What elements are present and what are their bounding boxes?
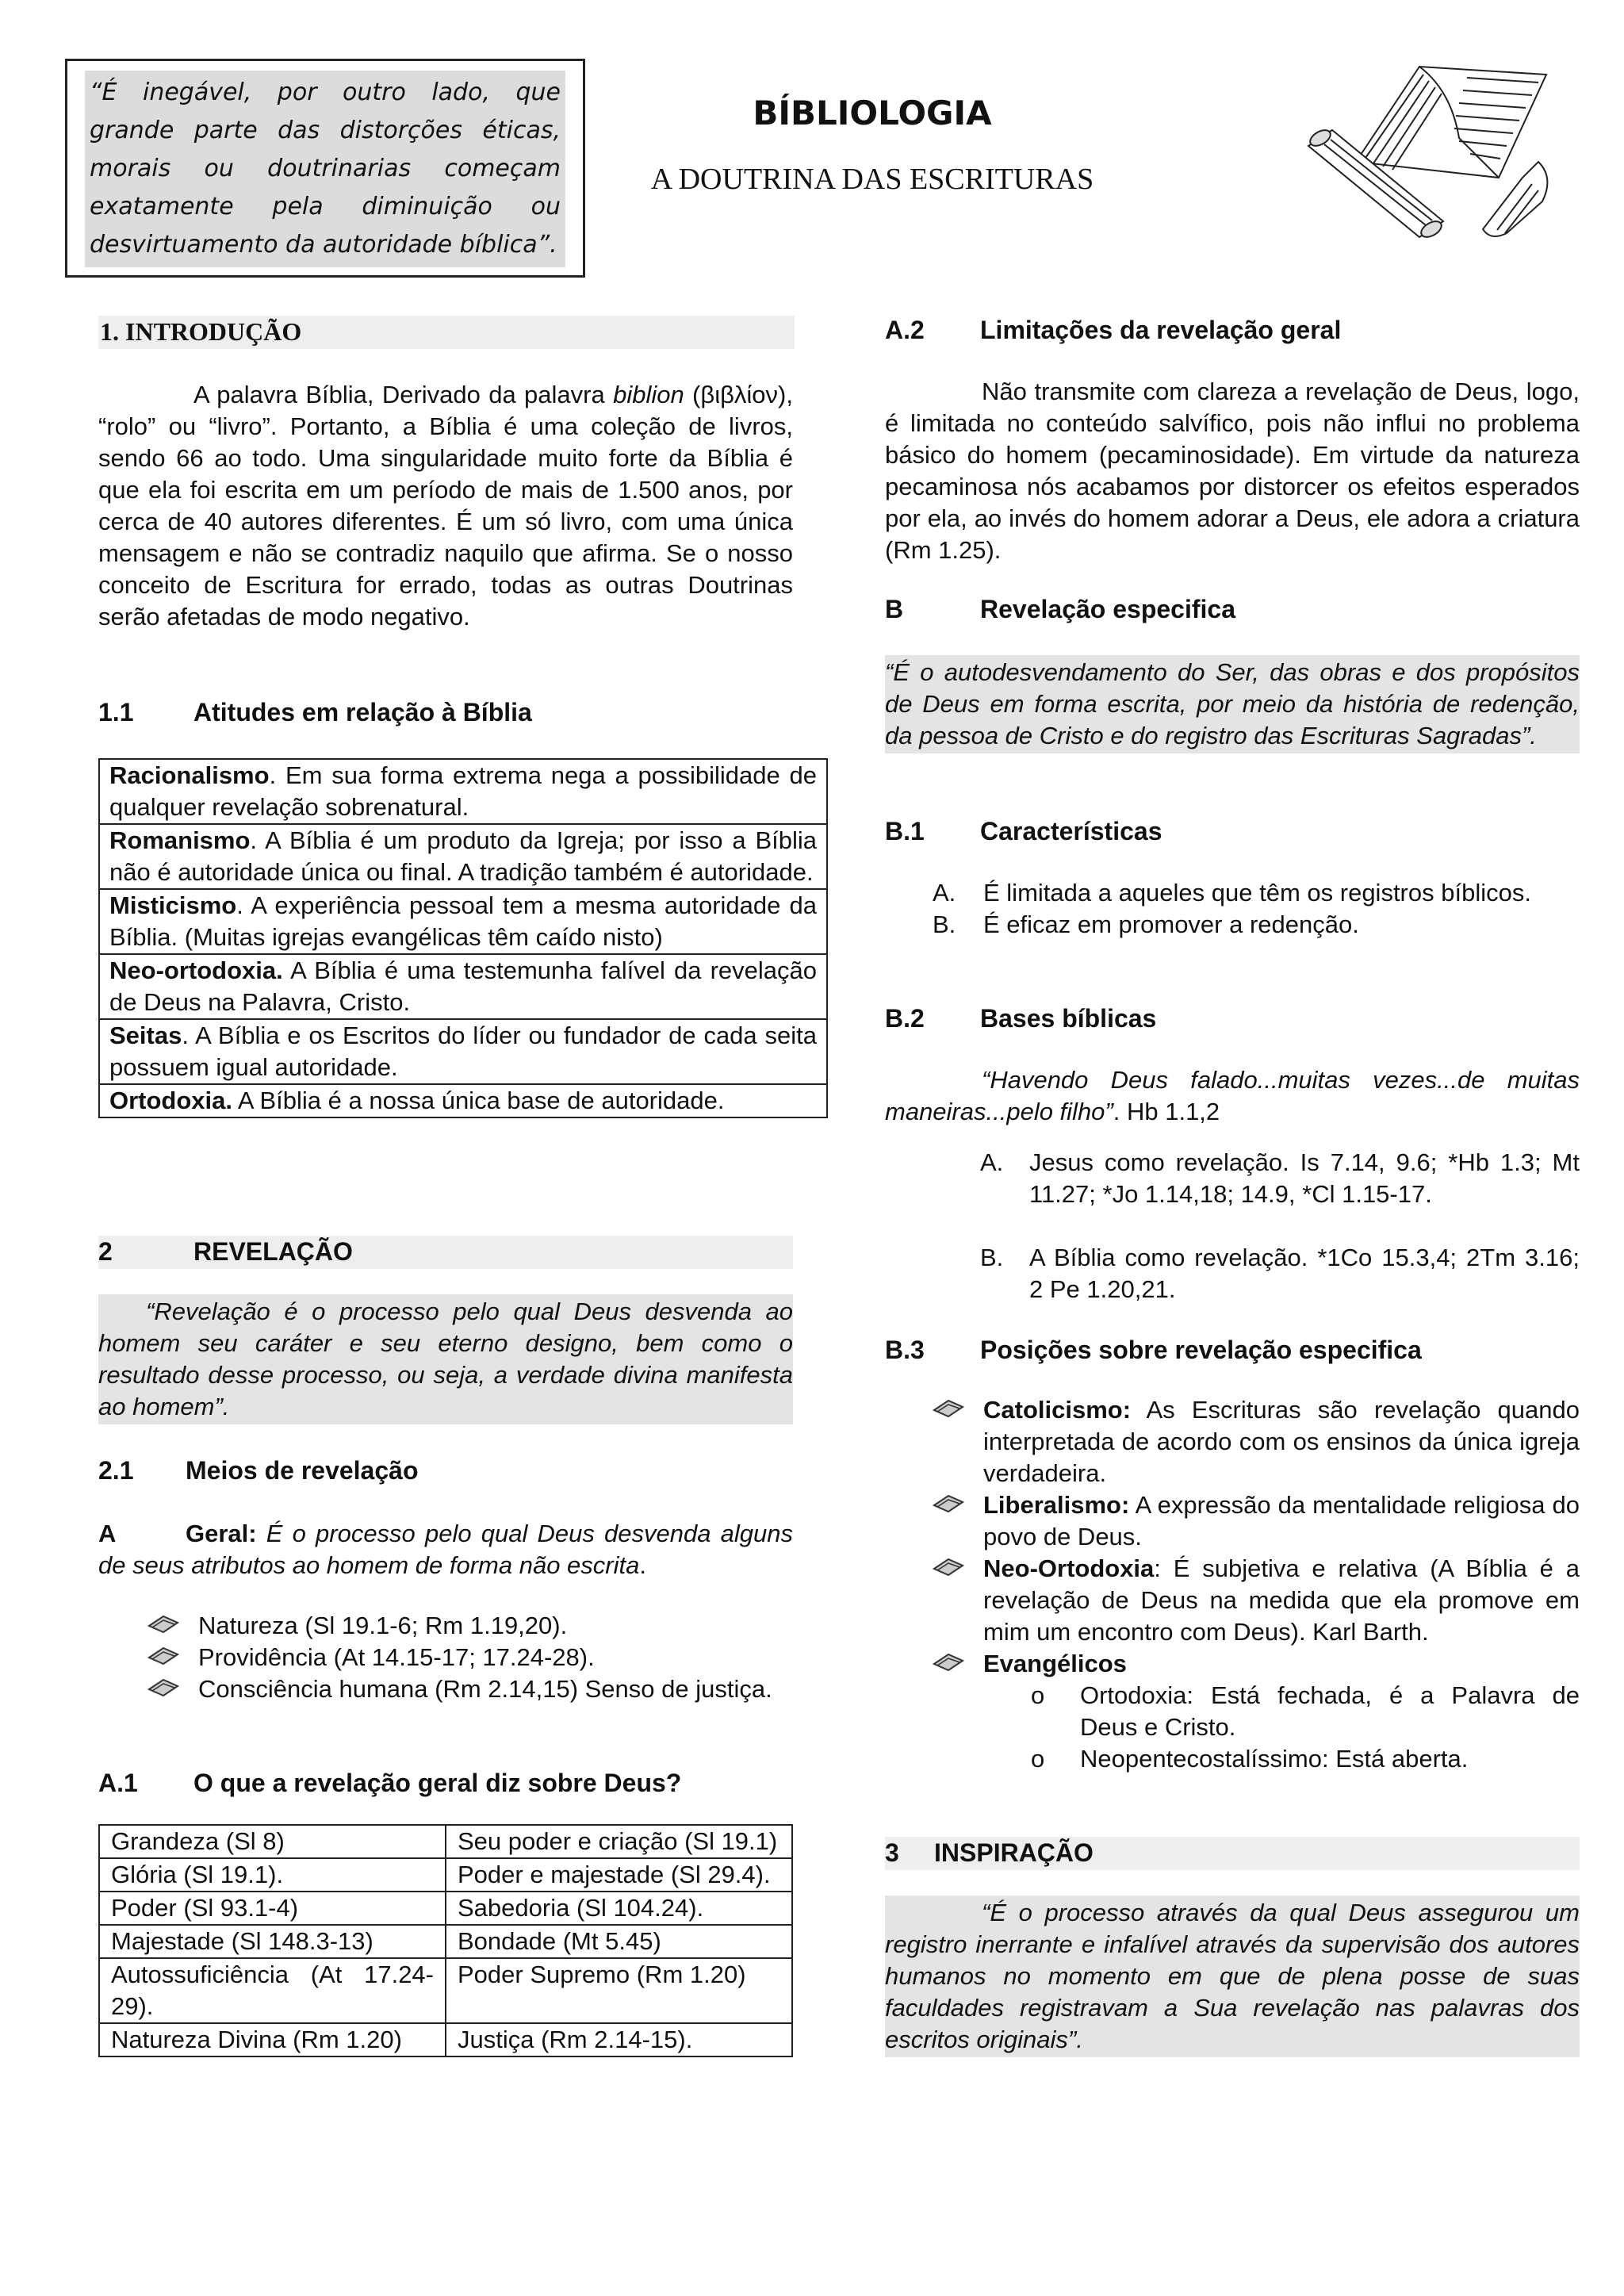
section-title: REVELAÇÃO — [193, 1237, 353, 1266]
list-item-text: É eficaz em promover a redenção. — [983, 910, 1359, 938]
position-text: : É subjetiva e relativa (A Bíblia é a revelação de Deus na medida que ela promove em mim um encontro com Deus). Karl Barth. — [983, 1554, 1580, 1646]
table-cell: Majestade (Sl 148.3-13) — [99, 1925, 446, 1958]
attitude-text: . A Bíblia é um produto da Igreja; por isso a Bíblia não é autoridade única ou final. A tradição também é autoridade. — [109, 826, 817, 886]
list-item-text: É limitada a aqueles que têm os registros bíblicos. — [983, 879, 1531, 907]
item-end: . — [639, 1551, 646, 1579]
intro-text-a: A palavra Bíblia, Derivado da palavra — [193, 381, 614, 408]
list-item — [933, 1489, 1580, 1553]
table-row — [99, 824, 827, 889]
list-item — [147, 1610, 793, 1642]
table-cell: Poder (Sl 93.1-4) — [99, 1892, 446, 1925]
attitude-term: Romanismo — [109, 826, 251, 854]
section-a2-heading — [885, 314, 1580, 346]
table-cell: Seu poder e criação (Sl 19.1) — [446, 1825, 792, 1858]
bases-list — [980, 1147, 1580, 1305]
section-number: B.2 — [885, 1004, 925, 1033]
list-item-text: A Bíblia como revelação. *1Co 15.3,4; 2Tm 3.16; 2 Pe 1.20,21. — [1029, 1244, 1580, 1303]
list-item-text: Ortodoxia: Está fechada, é a Palavra de Deus e Cristo. — [1080, 1681, 1580, 1741]
attitude-term: Racionalismo — [109, 761, 270, 789]
item-label: A — [98, 1520, 117, 1547]
list-item-label: B. — [980, 1244, 1004, 1271]
section-3-heading — [885, 1837, 1580, 1870]
position-term: Liberalismo: — [983, 1491, 1130, 1519]
attitude-term: Neo-ortodoxia. — [109, 956, 283, 984]
section-2-heading — [98, 1236, 793, 1269]
table-row — [99, 2023, 792, 2056]
list-item-text: Consciência humana (Rm 2.14,15) Senso de justiça. — [198, 1675, 772, 1703]
section-title: Bases bíblicas — [980, 1004, 1157, 1033]
list-item-text: Jesus como revelação. Is 7.14, 9.6; *Hb 1.3; Mt 11.27; *Jo 1.14,18; 14.9, *Cl 1.15-17. — [1029, 1148, 1580, 1208]
attitude-term: Ortodoxia. — [109, 1087, 233, 1114]
evangelicos-sublist — [933, 1680, 1580, 1775]
section-number: B — [885, 595, 904, 623]
a2-paragraph: Não transmite com clareza a revelação de Deus, logo, é limitada no conteúdo salvífico, pois não influi no problema básico do homem (pecaminosidade). Em virtude da natureza pecaminosa nós acabamos por distorcer os efeitos esperados por ela, ao invés do homem adorar a Deus, ele adora a criatura (Rm 1.25). — [885, 378, 1580, 564]
table-cell: Sabedoria (Sl 104.24). — [446, 1892, 792, 1925]
list-item — [1031, 1680, 1580, 1743]
attitude-text: . A experiência pessoal tem a mesma autoridade da Bíblia. (Muitas igrejas evangélicas têm caído nisto) — [109, 891, 817, 951]
section-number: 2.1 — [98, 1456, 134, 1485]
section-2-1-heading — [98, 1455, 793, 1486]
section-number: B.3 — [885, 1336, 925, 1364]
book-bullet-icon — [147, 1613, 179, 1635]
table-row — [99, 759, 827, 824]
section-title: Revelação especifica — [980, 595, 1235, 623]
attitude-text: . A Bíblia e os Escritos do líder ou fundador de cada seita possuem igual autoridade. — [109, 1022, 817, 1081]
position-text: A expressão da mentalidade religiosa do povo de Deus. — [983, 1491, 1580, 1550]
table-cell: Natureza Divina (Rm 1.20) — [99, 2023, 446, 2056]
intro-paragraph — [98, 379, 793, 633]
section-number: 2 — [98, 1237, 113, 1266]
table-cell: Poder e majestade (Sl 29.4). — [446, 1858, 792, 1892]
table-cell: Bondade (Mt 5.45) — [446, 1925, 792, 1958]
general-revelation-definition — [98, 1518, 793, 1581]
list-item — [933, 1394, 1580, 1489]
attitude-term: Seitas — [109, 1022, 182, 1049]
intro-text-c: (βιβλίον), “rolo” ou “livro”. Portanto, a Bíblia é uma coleção de livros, sendo 66 ao todo. Uma singularidade muito forte da Bíblia é que ela foi escrita em um período de mais de 1.500 anos, por cerca de 40 autores diferentes. É um só livro, com uma única mensagem e não se contradiz naquilo que afirma. Se o nosso conceito de Escritura for errado, todas as outras Doutrinas serão afetadas de modo negativo. — [98, 381, 793, 631]
list-item — [147, 1673, 793, 1705]
position-term: Catolicismo: — [983, 1396, 1132, 1424]
list-item — [980, 1147, 1580, 1210]
item-term: Geral: — [186, 1520, 257, 1547]
section-a1-heading — [98, 1767, 793, 1799]
bases-quote-ref: . Hb 1.1,2 — [1113, 1098, 1220, 1125]
list-item-label: A. — [933, 879, 956, 907]
section-title: Características — [980, 817, 1162, 845]
general-revelation-list — [147, 1610, 793, 1705]
section-number: B.1 — [885, 817, 925, 845]
characteristics-list — [933, 877, 1580, 941]
list-item — [933, 909, 1580, 941]
table-row — [99, 954, 827, 1019]
section-number: 3 — [885, 1838, 899, 1867]
attitude-term: Misticismo — [109, 891, 237, 919]
table-cell: Justiça (Rm 2.14-15). — [446, 2023, 792, 2056]
table-cell: Autossuficiência (At 17.24-29). — [99, 1958, 446, 2023]
list-item-label: A. — [980, 1148, 1004, 1176]
attitudes-table — [98, 758, 828, 1118]
section-number: A.1 — [98, 1769, 138, 1797]
list-item — [980, 1242, 1580, 1305]
section-b3-heading — [885, 1334, 1580, 1366]
position-term: Neo-Ortodoxia — [983, 1554, 1155, 1582]
positions-list — [933, 1394, 1580, 1775]
section-b1-heading — [885, 815, 1580, 847]
table-row — [99, 889, 827, 954]
position-term: Evangélicos — [983, 1650, 1127, 1677]
intro-heading: 1. INTRODUÇÃO — [98, 316, 795, 349]
section-title: Meios de revelação — [186, 1456, 419, 1485]
book-bullet-icon — [933, 1397, 964, 1420]
section-b2-heading — [885, 1002, 1580, 1034]
table-row — [99, 1858, 792, 1892]
table-cell: Poder Supremo (Rm 1.20) — [446, 1958, 792, 2023]
header-quote-box — [65, 59, 585, 278]
section-1-1-heading — [98, 696, 793, 728]
bases-quote — [885, 1064, 1580, 1128]
open-bible-scroll-icon — [1300, 43, 1562, 241]
list-item-text: Providência (At 14.15-17; 17.24-28). — [198, 1643, 595, 1671]
table-row — [99, 1958, 792, 2023]
table-cell: Grandeza (Sl 8) — [99, 1825, 446, 1858]
section-number: A.2 — [885, 316, 925, 344]
attitude-text: A Bíblia é uma testemunha falível da revelação de Deus na Palavra, Cristo. — [109, 956, 817, 1016]
table-row — [99, 1825, 792, 1858]
section-b-heading — [885, 593, 1580, 625]
list-item-text: Neopentecostalíssimo: Está aberta. — [1080, 1745, 1469, 1773]
header-quote: “É inegável, por outro lado, que grande parte das distorções éticas, morais ou doutrinarias começam exatamente pela diminuição ou desvirtuamento da autoridade bíblica”. — [85, 71, 565, 267]
attitude-text: . Em sua forma extrema nega a possibilidade de qualquer revelação sobrenatural. — [109, 761, 817, 821]
section-title: O que a revelação geral diz sobre Deus? — [193, 1769, 682, 1797]
sub-bullet-marker: o — [1031, 1681, 1045, 1709]
list-item — [933, 1553, 1580, 1648]
table-row — [99, 1925, 792, 1958]
page-title: BÍBLIOLOGIA — [753, 94, 992, 132]
specific-revelation-definition: “É o autodesvendamento do Ser, das obras e dos propósitos de Deus em forma escrita, por meio da história de redenção, da pessoa de Cristo e do registro das Escrituras Sagradas”. — [885, 655, 1580, 753]
bases-quote-text: “Havendo Deus falado...muitas vezes...de muitas maneiras...pelo filho” — [885, 1066, 1580, 1125]
page-subtitle: A DOUTRINA DAS ESCRITURAS — [650, 163, 1094, 196]
attitude-text: A Bíblia é a nossa única base de autoridade. — [232, 1087, 725, 1114]
table-row — [99, 1084, 827, 1117]
book-bullet-icon — [147, 1645, 179, 1667]
list-item-label: B. — [933, 910, 956, 938]
list-item — [1031, 1743, 1580, 1775]
god-attributes-table — [98, 1824, 793, 2057]
section-title: Atitudes em relação à Bíblia — [193, 698, 532, 726]
intro-text-biblion: biblion — [613, 381, 684, 408]
list-item — [147, 1642, 793, 1673]
item-text: É o processo pelo qual Deus desvenda alguns de seus atributos ao homem de forma não escrita — [98, 1520, 793, 1579]
book-bullet-icon — [147, 1677, 179, 1699]
table-row — [99, 1892, 792, 1925]
book-bullet-icon — [933, 1651, 964, 1673]
revelation-definition: “Revelação é o processo pelo qual Deus desvenda ao homem seu caráter e seu eterno designo, bem como o resultado desse processo, ou seja, a verdade divina manifesta ao homem”. — [98, 1294, 793, 1424]
book-bullet-icon — [933, 1556, 964, 1578]
table-row — [99, 1019, 827, 1084]
book-bullet-icon — [933, 1493, 964, 1515]
section-title: Limitações da revelação geral — [980, 316, 1342, 344]
position-text: As Escrituras são revelação quando interpretada de acordo com os ensinos da única igreja verdadeira. — [983, 1396, 1580, 1487]
inspiration-definition: “É o processo através da qual Deus assegurou um registro inerrante e infalível através da supervisão dos autores humanos no momento em que de plena posse de suas faculdades registravam a Sua revelação nas palavras dos escritos originais”. — [885, 1895, 1580, 2057]
list-item — [933, 1648, 1580, 1680]
section-title: INSPIRAÇÃO — [934, 1838, 1094, 1867]
section-title: Posições sobre revelação especifica — [980, 1336, 1422, 1364]
list-item-text: Natureza (Sl 19.1-6; Rm 1.19,20). — [198, 1612, 568, 1639]
section-number: 1.1 — [98, 698, 134, 726]
sub-bullet-marker: o — [1031, 1745, 1045, 1773]
table-cell: Glória (Sl 19.1). — [99, 1858, 446, 1892]
list-item — [933, 877, 1580, 909]
